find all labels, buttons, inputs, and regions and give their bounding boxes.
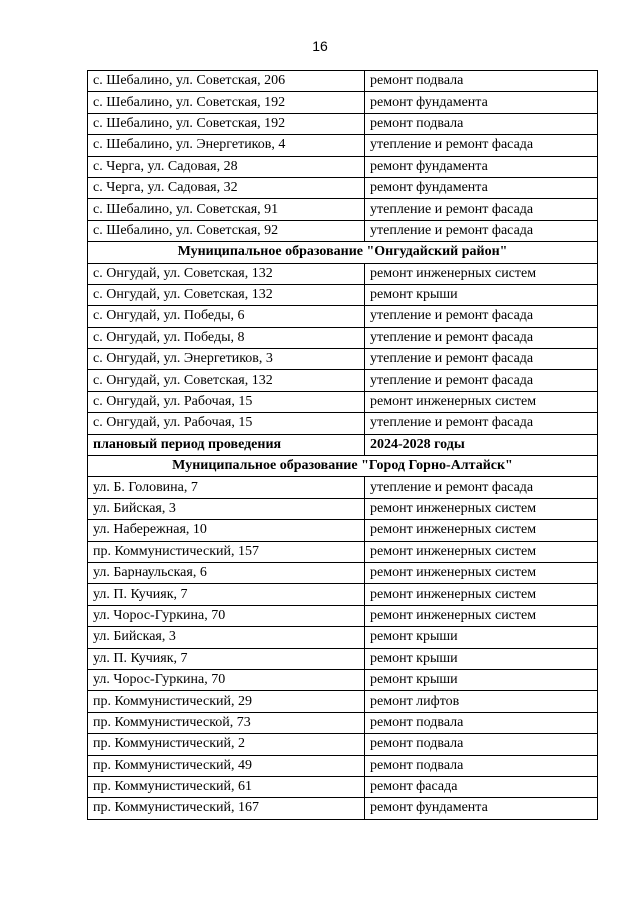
address-cell: с. Онгудай, ул. Рабочая, 15 bbox=[88, 413, 365, 434]
table-row bbox=[88, 541, 598, 562]
table-row bbox=[88, 177, 598, 198]
table-row bbox=[88, 605, 598, 626]
table-row bbox=[88, 391, 598, 412]
work-type-cell: ремонт подвала bbox=[365, 712, 598, 733]
address-cell: с. Онгудай, ул. Рабочая, 15 bbox=[88, 391, 365, 412]
address-cell: с. Шебалино, ул. Энергетиков, 4 bbox=[88, 135, 365, 156]
work-type-cell: ремонт подвала bbox=[365, 755, 598, 776]
address-cell: пр. Коммунистический, 49 bbox=[88, 755, 365, 776]
work-type-cell: утепление и ремонт фасада bbox=[365, 135, 598, 156]
period-row bbox=[88, 434, 598, 455]
work-type-cell: ремонт подвала bbox=[365, 71, 598, 92]
work-type-cell: ремонт подвала bbox=[365, 113, 598, 134]
address-cell: с. Шебалино, ул. Советская, 192 bbox=[88, 113, 365, 134]
work-type-cell: утепление и ремонт фасада bbox=[365, 199, 598, 220]
table-row bbox=[88, 477, 598, 498]
work-type-cell: утепление и ремонт фасада bbox=[365, 306, 598, 327]
address-cell: с. Шебалино, ул. Советская, 192 bbox=[88, 92, 365, 113]
table-row bbox=[88, 755, 598, 776]
table-row bbox=[88, 156, 598, 177]
work-type-cell: ремонт крыши bbox=[365, 648, 598, 669]
work-type-cell: ремонт фундамента bbox=[365, 798, 598, 819]
work-type-cell: ремонт инженерных систем bbox=[365, 520, 598, 541]
table-row bbox=[88, 327, 598, 348]
table-row bbox=[88, 370, 598, 391]
work-type-cell: ремонт инженерных систем bbox=[365, 391, 598, 412]
work-type-cell: ремонт инженерных систем bbox=[365, 541, 598, 562]
work-type-cell: ремонт подвала bbox=[365, 734, 598, 755]
work-type-cell: ремонт лифтов bbox=[365, 691, 598, 712]
address-cell: ул. Бийская, 3 bbox=[88, 627, 365, 648]
works-table bbox=[87, 70, 598, 820]
table-row bbox=[88, 691, 598, 712]
table-row bbox=[88, 627, 598, 648]
work-type-cell: ремонт инженерных систем bbox=[365, 562, 598, 583]
table-row bbox=[88, 520, 598, 541]
section-title: Муниципальное образование "Город Горно-Алтайск" bbox=[88, 456, 598, 477]
table-row bbox=[88, 349, 598, 370]
section-header-row bbox=[88, 242, 598, 263]
table-row bbox=[88, 798, 598, 819]
table-row bbox=[88, 413, 598, 434]
period-label: плановый период проведения bbox=[88, 434, 365, 455]
table-row bbox=[88, 263, 598, 284]
address-cell: ул. Бийская, 3 bbox=[88, 498, 365, 519]
table-row bbox=[88, 220, 598, 241]
address-cell: с. Шебалино, ул. Советская, 92 bbox=[88, 220, 365, 241]
table-row bbox=[88, 199, 598, 220]
address-cell: пр. Коммунистический, 2 bbox=[88, 734, 365, 755]
work-type-cell: ремонт фундамента bbox=[365, 156, 598, 177]
work-type-cell: ремонт фасада bbox=[365, 776, 598, 797]
works-table-body bbox=[88, 71, 598, 820]
address-cell: пр. Коммунистический, 29 bbox=[88, 691, 365, 712]
work-type-cell: утепление и ремонт фасада bbox=[365, 477, 598, 498]
section-title: Муниципальное образование "Онгудайский район" bbox=[88, 242, 598, 263]
address-cell: ул. Чорос-Гуркина, 70 bbox=[88, 669, 365, 690]
address-cell: пр. Коммунистической, 73 bbox=[88, 712, 365, 733]
work-type-cell: утепление и ремонт фасада bbox=[365, 413, 598, 434]
work-type-cell: ремонт инженерных систем bbox=[365, 498, 598, 519]
address-cell: пр. Коммунистический, 61 bbox=[88, 776, 365, 797]
table-row bbox=[88, 71, 598, 92]
address-cell: с. Онгудай, ул. Советская, 132 bbox=[88, 370, 365, 391]
work-type-cell: утепление и ремонт фасада bbox=[365, 349, 598, 370]
page-number: 16 bbox=[312, 38, 328, 54]
work-type-cell: утепление и ремонт фасада bbox=[365, 220, 598, 241]
table-row bbox=[88, 712, 598, 733]
section-header-row bbox=[88, 456, 598, 477]
work-type-cell: ремонт крыши bbox=[365, 669, 598, 690]
work-type-cell: ремонт инженерных систем bbox=[365, 605, 598, 626]
work-type-cell: ремонт фундамента bbox=[365, 92, 598, 113]
table-row bbox=[88, 669, 598, 690]
address-cell: ул. Барнаульская, 6 bbox=[88, 562, 365, 583]
table-row bbox=[88, 776, 598, 797]
work-type-cell: ремонт крыши bbox=[365, 627, 598, 648]
address-cell: ул. Б. Головина, 7 bbox=[88, 477, 365, 498]
table-row bbox=[88, 648, 598, 669]
table-row bbox=[88, 498, 598, 519]
address-cell: с. Шебалино, ул. Советская, 206 bbox=[88, 71, 365, 92]
address-cell: ул. Чорос-Гуркина, 70 bbox=[88, 605, 365, 626]
address-cell: с. Черга, ул. Садовая, 28 bbox=[88, 156, 365, 177]
address-cell: пр. Коммунистический, 157 bbox=[88, 541, 365, 562]
work-type-cell: утепление и ремонт фасада bbox=[365, 327, 598, 348]
table-row bbox=[88, 562, 598, 583]
address-cell: с. Шебалино, ул. Советская, 91 bbox=[88, 199, 365, 220]
work-type-cell: ремонт инженерных систем bbox=[365, 584, 598, 605]
address-cell: ул. Набережная, 10 bbox=[88, 520, 365, 541]
address-cell: с. Онгудай, ул. Энергетиков, 3 bbox=[88, 349, 365, 370]
address-cell: ул. П. Кучияк, 7 bbox=[88, 584, 365, 605]
work-type-cell: ремонт инженерных систем bbox=[365, 263, 598, 284]
address-cell: ул. П. Кучияк, 7 bbox=[88, 648, 365, 669]
table-row bbox=[88, 284, 598, 305]
address-cell: с. Онгудай, ул. Победы, 8 bbox=[88, 327, 365, 348]
table-row bbox=[88, 306, 598, 327]
work-type-cell: ремонт фундамента bbox=[365, 177, 598, 198]
table-row bbox=[88, 92, 598, 113]
address-cell: с. Онгудай, ул. Советская, 132 bbox=[88, 284, 365, 305]
table-row bbox=[88, 113, 598, 134]
work-type-cell: утепление и ремонт фасада bbox=[365, 370, 598, 391]
work-type-cell: ремонт крыши bbox=[365, 284, 598, 305]
table-row bbox=[88, 734, 598, 755]
period-years: 2024-2028 годы bbox=[365, 434, 598, 455]
address-cell: с. Онгудай, ул. Победы, 6 bbox=[88, 306, 365, 327]
address-cell: с. Черга, ул. Садовая, 32 bbox=[88, 177, 365, 198]
table-row bbox=[88, 584, 598, 605]
address-cell: с. Онгудай, ул. Советская, 132 bbox=[88, 263, 365, 284]
table-row bbox=[88, 135, 598, 156]
address-cell: пр. Коммунистический, 167 bbox=[88, 798, 365, 819]
